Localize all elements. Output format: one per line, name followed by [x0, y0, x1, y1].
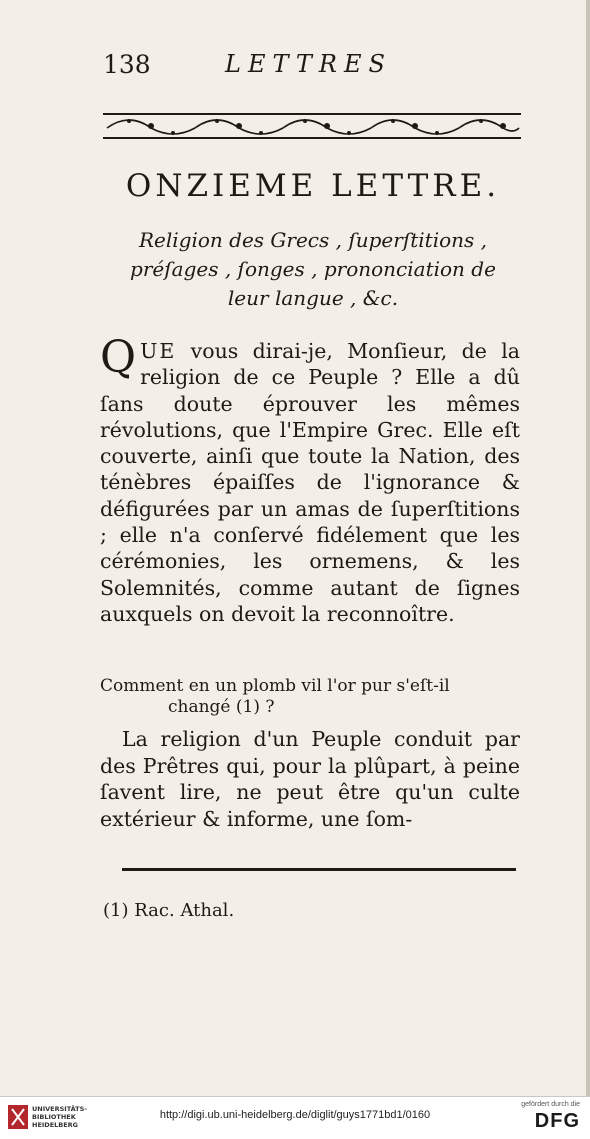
- footnote: (1) Rac. Athal.: [103, 900, 235, 921]
- verse-quote: [100, 676, 520, 718]
- quote-line-2: changé (1) ?: [168, 697, 275, 717]
- funded-by-label: gefördert durch die: [521, 1101, 580, 1108]
- dfg-logo: DFG: [534, 1110, 580, 1132]
- subtitle-line: leur langue , &c.: [227, 286, 399, 310]
- paragraph-2: La religion d'un Peuple conduit par des Prêtres qui, pour la plûpart, à peine ſavent lire, ne peut être qu'un culte extérieur & informe, une ſom-: [100, 727, 520, 831]
- ornament-band: [103, 108, 521, 144]
- paragraph-1-text: vous dirai-je, Monſieur, de la religion de ce Peuple ? Elle a dû ſans doute éprouver les mêmes révolutions, que l'Empire Grec. Elle eſt couverte, ainſi que toute la Nation, des ténèbres épaiſſes de l'ignorance & défigurées par un amas de ſuperſtitions ; elle n'a conſervé fidélement que les cérémonies, les ornemens, & les Solemnités, comme autant de ſignes auxquels on devoit la reconnoître.: [100, 339, 520, 626]
- subtitle-line: préſages , ſonges , prononciation de: [130, 257, 496, 281]
- paragraph-1: [100, 332, 520, 627]
- subtitle-line: Religion des Grecs , ſuperſtitions ,: [139, 228, 487, 252]
- quote-line-1: Comment en un plomb vil l'or pur s'eſt-il: [100, 676, 450, 696]
- logo-text-line: HEIDELBERG: [32, 1121, 79, 1129]
- running-title: LETTRES: [225, 50, 392, 78]
- logo-text-line: BIBLIOTHEK: [32, 1113, 76, 1121]
- chapter-subtitle: [100, 226, 526, 313]
- chapter-title: ONZIEME LETTRE.: [125, 168, 501, 204]
- footnote-rule: [122, 868, 516, 871]
- viewer-footer: [0, 1096, 590, 1139]
- first-word-rest: UE: [140, 339, 177, 363]
- permalink-url[interactable]: http://digi.ub.uni-heidelberg.de/diglit/guys1771bd1/0160: [159, 1109, 431, 1121]
- page-number: 138: [103, 50, 151, 79]
- logo-text-line: UNIVERSITÄTS-: [32, 1105, 87, 1113]
- drop-cap: Q: [100, 332, 137, 383]
